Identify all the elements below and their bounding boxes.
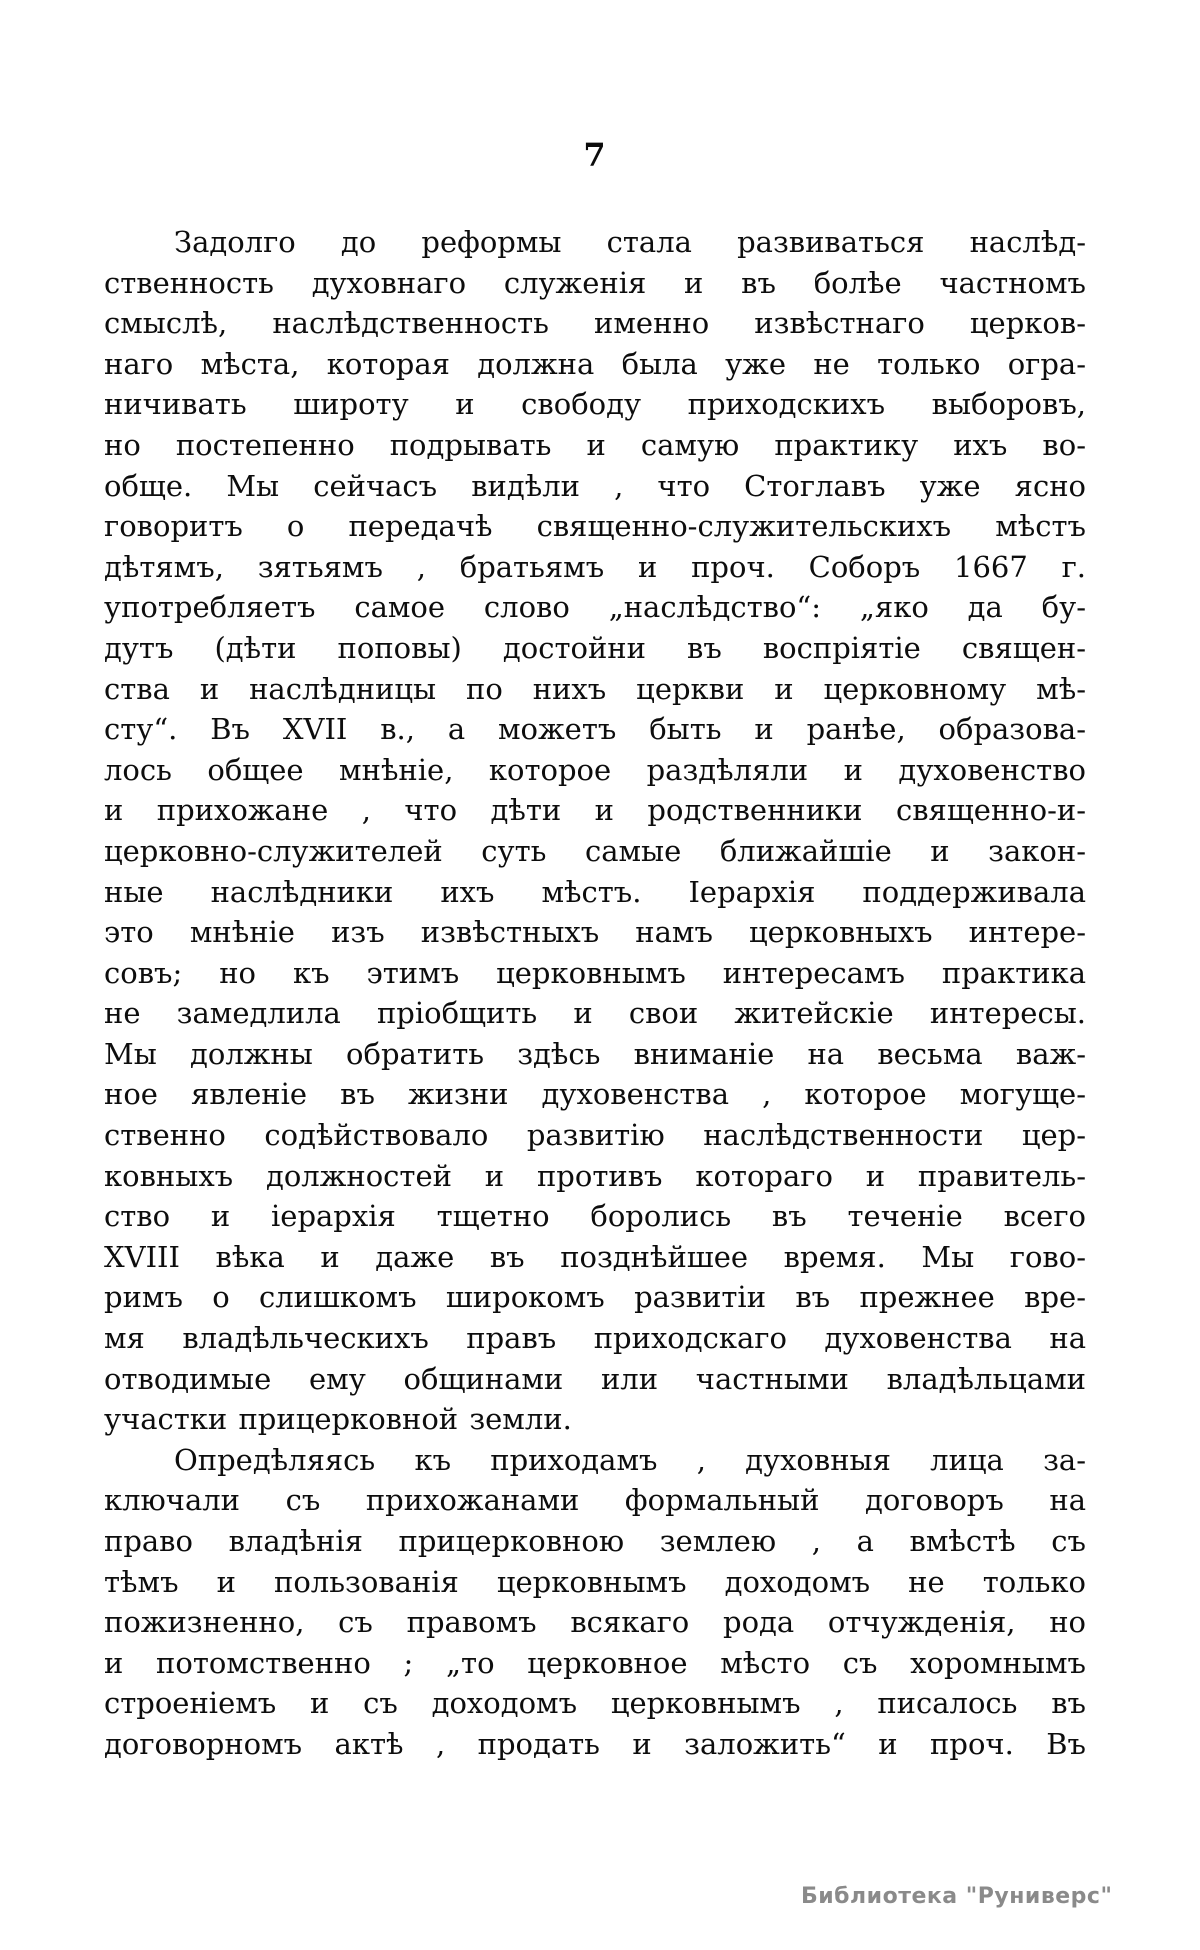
text-line: ства и наслѣдницы по нихъ церкви и церковному мѣ-: [104, 671, 1086, 706]
text-line: ковныхъ должностей и противъ котораго и правитель-: [104, 1158, 1086, 1193]
text-line: договорномъ актѣ , продать и заложить“ и проч. Въ: [104, 1726, 1086, 1761]
text-line: ные наслѣдники ихъ мѣстъ. Іерархія поддерживала: [104, 874, 1086, 909]
text-line: ничивать широту и свободу приходскихъ выборовъ,: [104, 387, 1086, 422]
page-number: 7: [583, 136, 607, 174]
text-line: тѣмъ и пользованія церковнымъ доходомъ не только: [104, 1564, 1086, 1599]
text-line: наго мѣста, которая должна была уже не только огра-: [104, 346, 1086, 381]
text-line: это мнѣніе изъ извѣстныхъ намъ церковныхъ интере-: [104, 915, 1086, 950]
text-line: церковно-служителей суть самые ближайшіе и закон-: [104, 833, 1086, 868]
text-line: ство и іерархія тщетно боролись въ теченіе всего: [104, 1199, 1086, 1234]
text-line: и прихожане , что дѣти и родственники священно-и-: [104, 793, 1086, 828]
text-line: употребляетъ самое слово „наслѣдство“: „яко да бу-: [104, 590, 1086, 625]
text-line: не замедлила пріобщить и свои житейскіе интересы.: [104, 996, 1086, 1031]
body-text: [104, 222, 1086, 1765]
text-line: ственность духовнаго служенія и въ болѣе частномъ: [104, 265, 1086, 300]
text-line: совъ; но къ этимъ церковнымъ интересамъ практика: [104, 955, 1086, 990]
text-line: пожизненно, съ правомъ всякаго рода отчужденія, но: [104, 1605, 1086, 1640]
text-line: дутъ (дѣти поповы) достойни въ воспріятіе священ-: [104, 630, 1086, 665]
text-line: строеніемъ и съ доходомъ церковнымъ , писалось въ: [104, 1686, 1086, 1721]
text-line: Мы должны обратить здѣсь вниманіе на весьма важ-: [104, 1036, 1086, 1071]
text-line: дѣтямъ, зятьямъ , братьямъ и проч. Соборъ 1667 г.: [104, 549, 1086, 584]
library-watermark: Библиотека "Руниверс": [801, 1884, 1113, 1909]
text-line: Задолго до реформы стала развиваться наслѣд-: [174, 225, 1086, 259]
text-line: смыслѣ, наслѣдственность именно извѣстнаго церков-: [104, 306, 1086, 341]
text-line: и потомственно ; „то церковное мѣсто съ хоромнымъ: [104, 1645, 1086, 1680]
text-line: право владѣнія прицерковною землею , а вмѣстѣ съ: [104, 1524, 1086, 1558]
text-line: сту“. Въ XVII в., а можетъ быть и ранѣе, образова-: [104, 712, 1086, 747]
text-line: ное явленіе въ жизни духовенства , которое могуще-: [104, 1077, 1086, 1112]
text-line: XVIII вѣка и даже въ позднѣйшее время. Мы гово-: [104, 1239, 1086, 1274]
text-line: участки прицерковной земли.: [104, 1402, 572, 1437]
text-line: Опредѣляясь къ приходамъ , духовныя лица за-: [174, 1442, 1086, 1477]
text-line: ключали съ прихожанами формальный договоръ на: [104, 1483, 1086, 1518]
text-line: отводимые ему общинами или частными владѣльцами: [104, 1361, 1086, 1396]
text-line: лось общее мнѣніе, которое раздѣляли и духовенство: [104, 752, 1086, 787]
text-line: обще. Мы сейчасъ видѣли , что Стоглавъ уже ясно: [104, 468, 1086, 503]
text-line: мя владѣльческихъ правъ приходскаго духовенства на: [104, 1321, 1086, 1356]
text-line: ственно содѣйствовало развитію наслѣдственности цер-: [104, 1118, 1086, 1153]
text-line: римъ о слишкомъ широкомъ развитіи въ прежнее вре-: [104, 1280, 1086, 1315]
text-line: но постепенно подрывать и самую практику ихъ во-: [104, 427, 1086, 462]
text-line: говоритъ о передачѣ священно-служительскихъ мѣстъ: [104, 509, 1086, 544]
